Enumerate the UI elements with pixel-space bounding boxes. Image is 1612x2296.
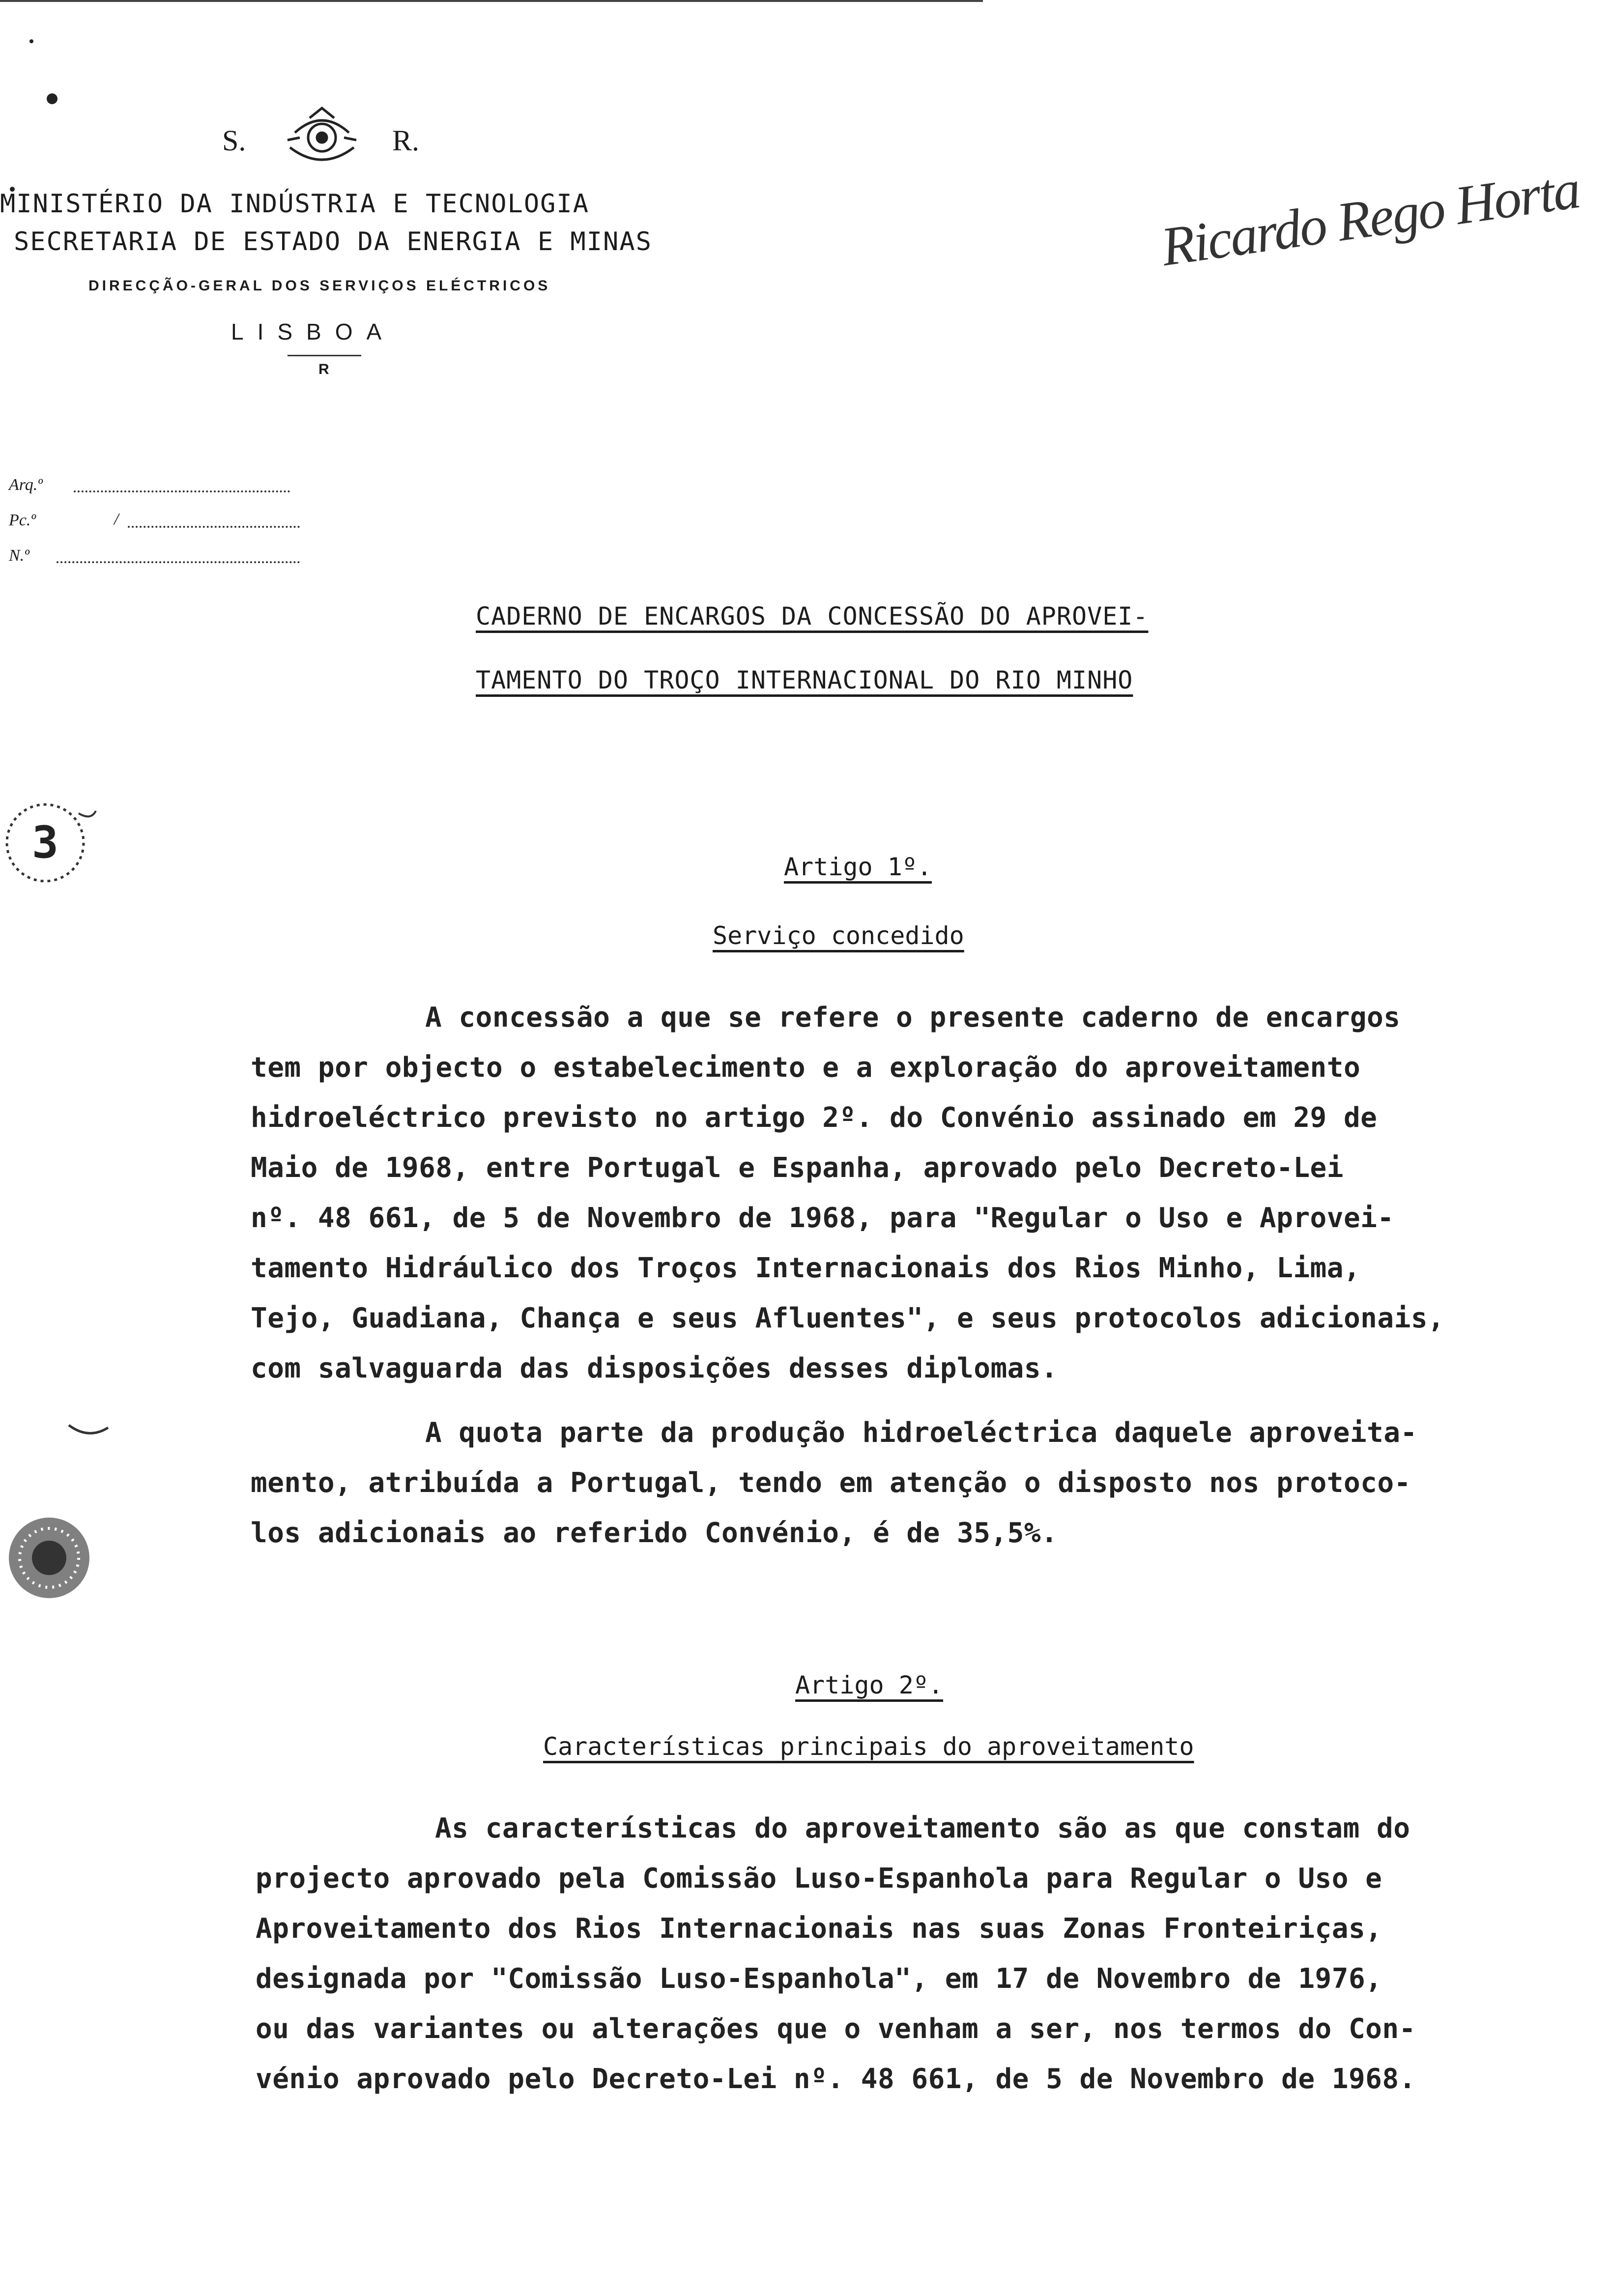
article-1-number: Artigo 1º. (784, 853, 932, 881)
directorate-name: DIRECÇÃO-GERAL DOS SERVIÇOS ELÉCTRICOS (88, 278, 551, 294)
city-underline (288, 355, 361, 356)
letterhead-right-letter: R. (392, 124, 420, 157)
coat-of-arms-icon (280, 103, 364, 172)
article-1-heading: Serviço concedido (713, 921, 964, 950)
numbered-stamp (0, 794, 98, 892)
field-label-arq: Arq.º (9, 476, 43, 494)
field-line-arq (74, 490, 290, 492)
article-1-paragraph-2: A quota parte da produção hidroeléctrica daquele aproveita- mento, atribuída a Portugal, tendo em atenção o disposto nos protoco- los adicionais ao referido Convénio, é de 35,5%. (251, 1417, 1417, 1549)
article-1-paragraph-1: A concessão a que se refere o presente caderno de encargos tem por objecto o estabelecimento e a exploração do aproveitamento hidroeléctrico previsto no artigo 2º. do Convénio assinado em 29 de Maio de 1968, entre Portugal e Espanha, aprovado pelo Decreto-Lei nº. 48 661, de 5 de Novembro de 1968, para "Regular o Uso e Aprovei- tamento Hidráulico dos Troços Internacionais dos Rios Minho, Lima, Tejo, Guadiana, Chança e seus Afluentes", e seus protocolos adicionais, com salvaguarda das disposições desses diplomas. (251, 1002, 1445, 1384)
secretariat-name: SECRETARIA DE ESTADO DA ENERGIA E MINAS (14, 227, 652, 257)
top-edge-line (0, 0, 983, 2)
article-2-paragraph-1: As características do aproveitamento são as que constam do projecto aprovado pela Comissão Luso-Espanhola para Regular o Uso e Aproveitamento dos Rios Internacionais nas suas Zonas Fronteiriças, designada por "Comissão Luso-Espanhola", em 17 de Novembro de 1976, ou das variantes ou alterações que o venham a ser, nos termos do Con- vénio aprovado pelo Decreto-Lei nº. 48 661, de 5 de Novembro de 1968. (256, 1812, 1416, 2095)
margin-mark (64, 1415, 113, 1445)
ministry-name: MINISTÉRIO DA INDÚSTRIA E TECNOLOGIA (0, 189, 590, 219)
city-name: LISBOA (231, 319, 396, 344)
letterhead-sub-mark: R (318, 361, 329, 377)
article-2-number: Artigo 2º. (795, 1671, 944, 1699)
field-line-pc (128, 526, 300, 528)
document-title-line-1: CADERNO DE ENCARGOS DA CONCESSÃO DO APROVEI- (476, 602, 1149, 631)
field-label-pc: Pc.º (9, 511, 36, 529)
letterhead-left-letter: S. (222, 124, 246, 157)
handwritten-signature: Ricardo Rego Horta (1157, 159, 1583, 278)
field-line-n (57, 561, 300, 563)
field-value-pc: / (114, 510, 119, 528)
scan-speck (47, 93, 58, 104)
scan-speck (29, 39, 33, 43)
seal-stamp (2, 1511, 96, 1605)
document-title-line-2: TAMENTO DO TROÇO INTERNACIONAL DO RIO MINHO (476, 666, 1133, 694)
field-label-n: N.º (9, 546, 29, 565)
article-2-heading: Características principais do aproveitamento (543, 1732, 1194, 1761)
stamp-number: 3 (31, 817, 59, 868)
